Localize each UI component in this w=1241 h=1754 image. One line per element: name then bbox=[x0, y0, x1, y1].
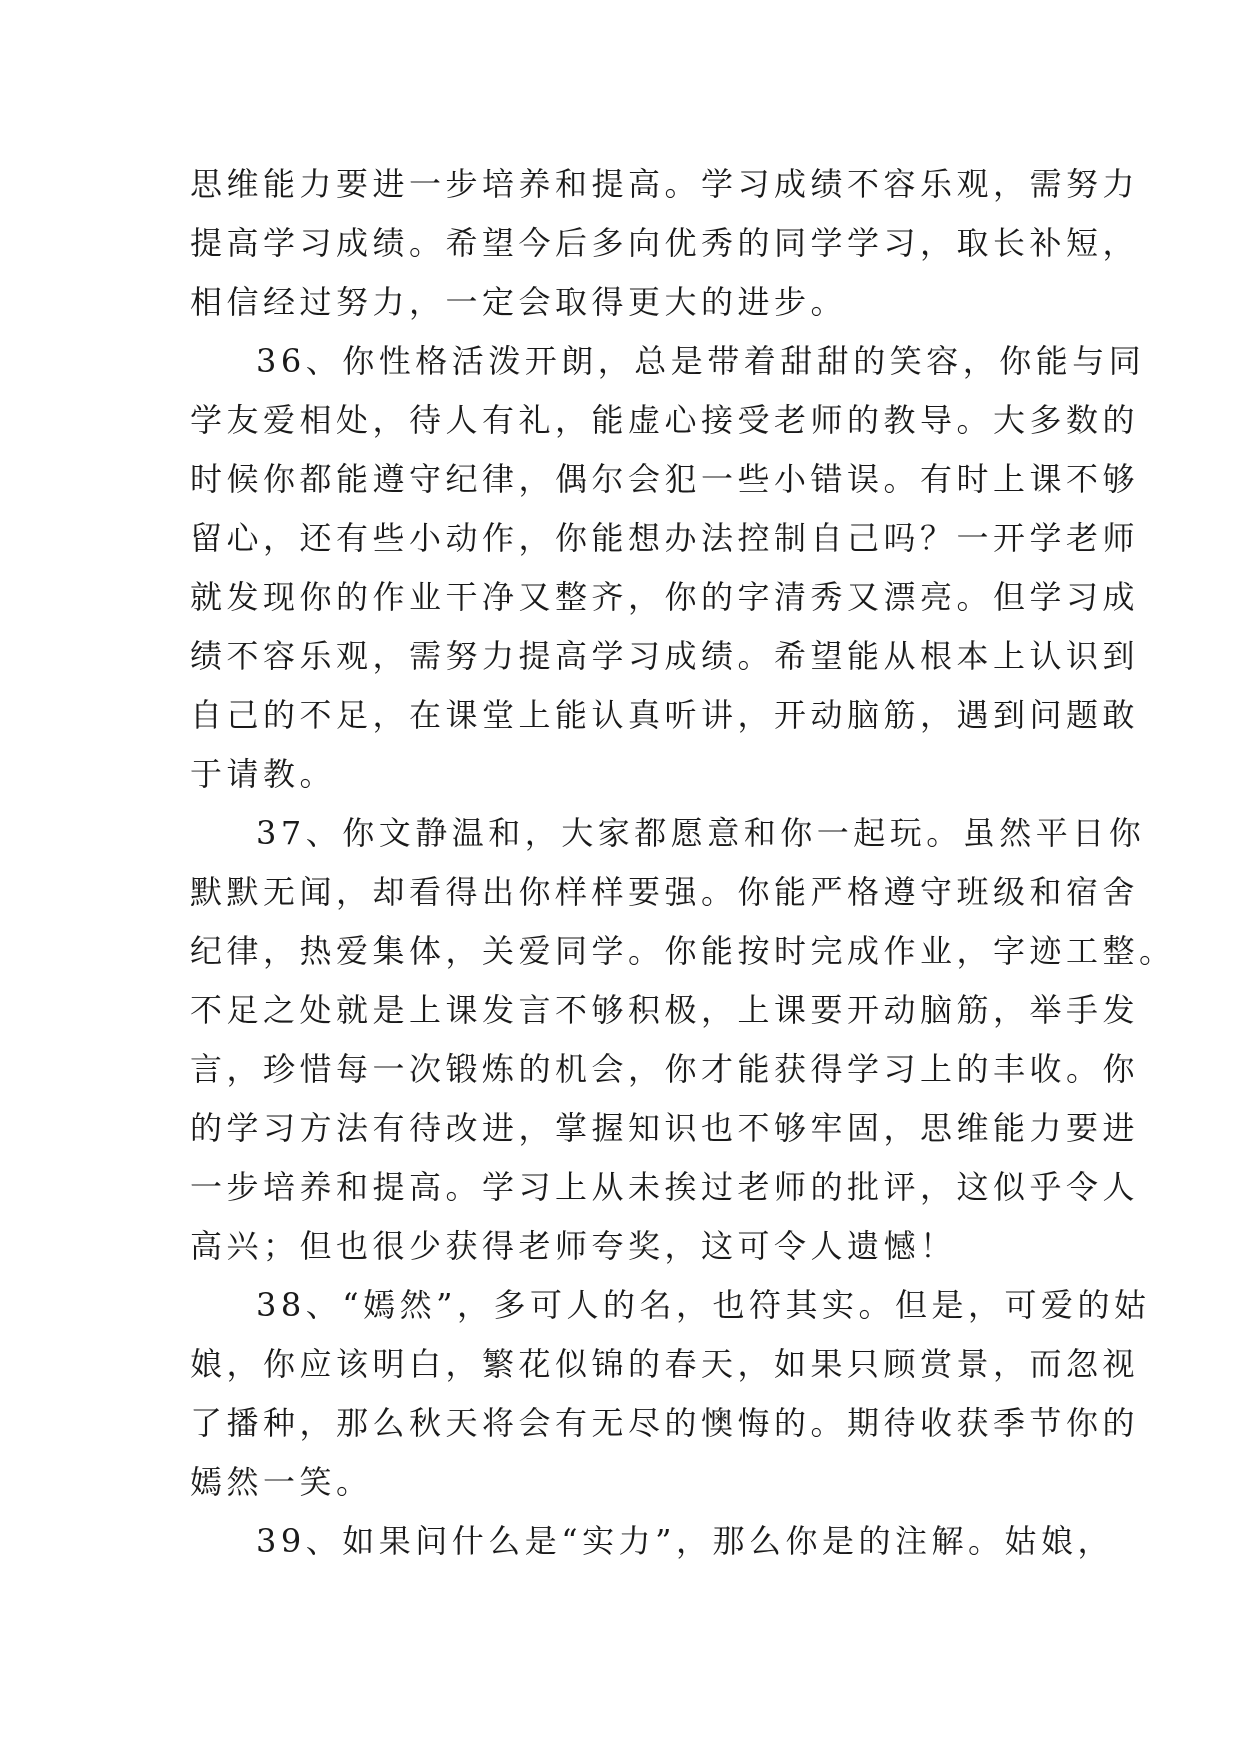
text-line: 高兴；但也很少获得老师夸奖，这可令人遗憾！ bbox=[190, 1227, 957, 1265]
text-line: 相信经过努力，一定会取得更大的进步。 bbox=[190, 283, 848, 321]
paragraph-first-line: 38、“嫣然”，多可人的名，也符其实。但是，可爱的姑 bbox=[256, 1286, 1151, 1324]
text-line: 绩不容乐观，需努力提高学习成绩。希望能从根本上认识到 bbox=[190, 637, 1140, 675]
text-line: 于请教。 bbox=[190, 755, 337, 793]
text-line: 的学习方法有待改进，掌握知识也不够牢固，思维能力要进 bbox=[190, 1109, 1140, 1147]
text-line: 自己的不足，在课堂上能认真听讲，开动脑筋，遇到问题敢 bbox=[190, 696, 1140, 734]
text-line: 默默无闻，却看得出你样样要强。你能严格遵守班级和宿舍 bbox=[190, 873, 1140, 911]
text-line: 思维能力要进一步培养和提高。学习成绩不容乐观，需努力 bbox=[190, 165, 1140, 203]
text-line: 时候你都能遵守纪律，偶尔会犯一些小错误。有时上课不够 bbox=[190, 460, 1140, 498]
text-line: 学友爱相处，待人有礼，能虚心接受老师的教导。大多数的 bbox=[190, 401, 1140, 439]
text-line: 提高学习成绩。希望今后多向优秀的同学学习，取长补短， bbox=[190, 224, 1140, 262]
text-line: 就发现你的作业干净又整齐，你的字清秀又漂亮。但学习成 bbox=[190, 578, 1140, 616]
text-line: 留心，还有些小动作，你能想办法控制自己吗？一开学老师 bbox=[190, 519, 1140, 557]
text-line: 了播种，那么秋天将会有无尽的懊悔的。期待收获季节你的 bbox=[190, 1404, 1140, 1442]
text-line: 一步培养和提高。学习上从未挨过老师的批评，这似乎令人 bbox=[190, 1168, 1140, 1206]
text-line: 言，珍惜每一次锻炼的机会，你才能获得学习上的丰收。你 bbox=[190, 1050, 1140, 1088]
text-line: 娘，你应该明白，繁花似锦的春天，如果只顾赏景，而忽视 bbox=[190, 1345, 1140, 1383]
text-line: 嫣然一笑。 bbox=[190, 1463, 373, 1501]
paragraph-first-line: 37、你文静温和，大家都愿意和你一起玩。虽然平日你 bbox=[256, 814, 1146, 852]
paragraph-first-line: 36、你性格活泼开朗，总是带着甜甜的笑容，你能与同 bbox=[256, 342, 1146, 380]
text-line: 纪律，热爱集体，关爱同学。你能按时完成作业，字迹工整。 bbox=[190, 932, 1176, 970]
document-body bbox=[190, 155, 1176, 1571]
text-line: 不足之处就是上课发言不够积极，上课要开动脑筋，举手发 bbox=[190, 991, 1140, 1029]
paragraph-first-line: 39、如果问什么是“实力”，那么你是的注解。姑娘， bbox=[256, 1522, 1114, 1560]
